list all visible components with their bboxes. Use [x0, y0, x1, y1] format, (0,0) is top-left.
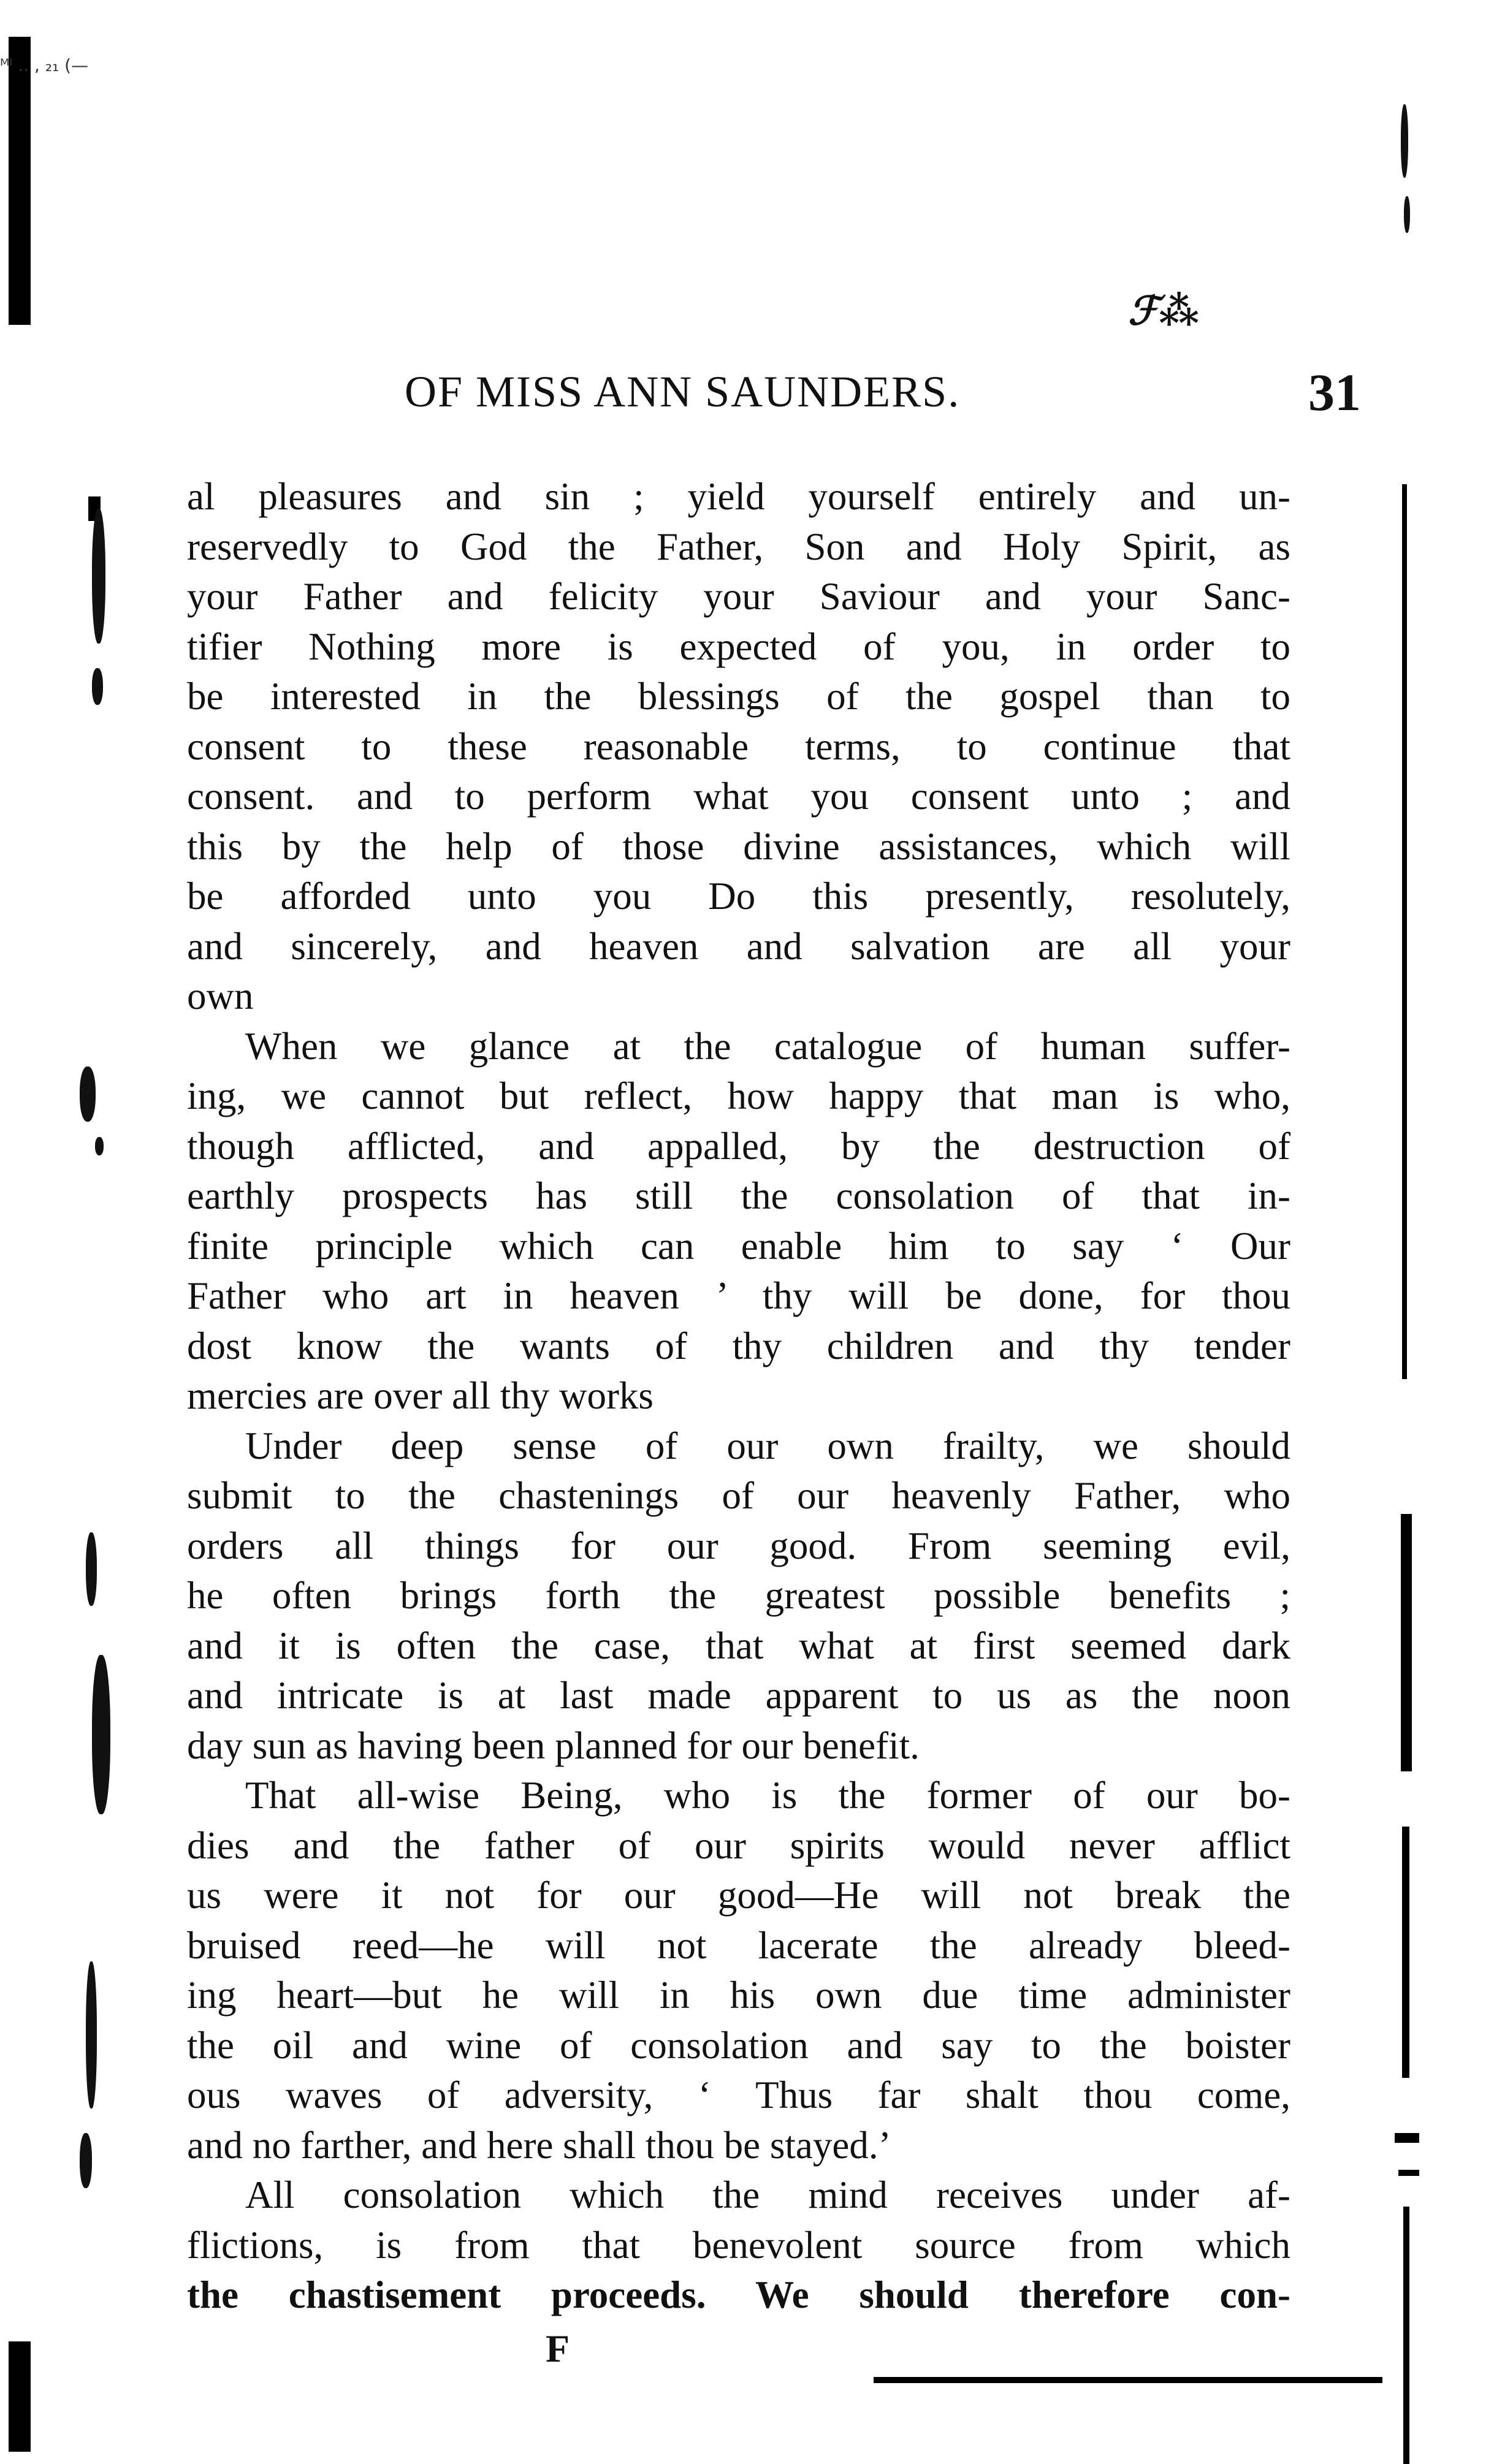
text-line: earthly prospects has still the consolation of that in-: [187, 1174, 1290, 1217]
text-line: us were it not for our good—He will not break the: [187, 1874, 1290, 1917]
page-header: [405, 363, 1361, 434]
text-line: own: [187, 975, 254, 1017]
text-line: flictions, is from that benevolent source from which: [187, 2223, 1290, 2267]
text-line: and no farther, and here shall thou be stayed.’: [187, 2123, 891, 2167]
text-line: and it is often the case, that what at first seemed dark: [187, 1624, 1290, 1667]
text-line: bruised reed—he will not lacerate the already bleed-: [187, 1923, 1290, 1967]
text-line: this by the help of those divine assistances, which will: [187, 824, 1290, 868]
text-line: al pleasures and sin ; yield yourself entirely and un-: [187, 475, 1290, 518]
text-line: tifier Nothing more is expected of you, in order to: [187, 625, 1290, 668]
right-page-edge: [1389, 86, 1431, 2415]
text-line: consent. and to perform what you consent unto ; and: [187, 775, 1290, 818]
text-line: though afflicted, and appalled, by the destruction of: [187, 1124, 1290, 1168]
text-line: submit to the chastenings of our heavenly Father, who: [187, 1474, 1290, 1517]
bottom-edge-rule: [874, 2377, 1382, 2383]
text-line: day sun as having been planned for our benefit.: [187, 1724, 920, 1767]
text-line: ing, we cannot but reflect, how happy that man is who,: [187, 1074, 1290, 1117]
signature-mark: F: [546, 2327, 570, 2370]
text-line: and sincerely, and heaven and salvation are all your: [187, 924, 1290, 968]
text-line: Father who art in heaven ’ thy will be done, for thou: [187, 1274, 1290, 1317]
printer-ornament-mark: ℱ⁂: [1128, 288, 1199, 334]
body-text: [187, 472, 1290, 2321]
text-line: orders all things for our good. From seeming evil,: [187, 1524, 1290, 1567]
text-line: the oil and wine of consolation and say to the boister: [187, 2023, 1290, 2067]
text-line: Under deep sense of our own frailty, we should: [245, 1424, 1290, 1467]
text-line: That all-wise Being, who is the former of our bo-: [245, 1774, 1290, 1817]
text-line: All consolation which the mind receives under af-: [245, 2173, 1290, 2216]
text-line: dost know the wants of thy children and thy tender: [187, 1324, 1290, 1367]
text-line: and intricate is at last made apparent to us as the noon: [187, 1674, 1290, 1717]
text-line: ing heart—but he will in his own due time administer: [187, 1974, 1290, 2017]
running-head: OF MISS ANN SAUNDERS.: [405, 367, 961, 416]
text-line: finite principle which can enable him to say ‘ Our: [187, 1224, 1290, 1268]
text-line: reservedly to God the Father, Son and Holy Spirit, as: [187, 525, 1290, 568]
left-binding-edge: [9, 37, 31, 2415]
text-line: mercies are over all thy works: [187, 1374, 654, 1417]
text-line: be afforded unto you Do this presently, resolutely,: [187, 875, 1290, 918]
text-line: your Father and felicity your Saviour and your Sanc-: [187, 575, 1290, 618]
top-stray-marks: ᴹᴵ .. , ₂₁ (—: [0, 55, 89, 75]
text-line: consent to these reasonable terms, to continue that: [187, 724, 1290, 768]
text-line: dies and the father of our spirits would never afflict: [187, 1823, 1290, 1867]
text-line: he often brings forth the greatest possible benefits ;: [187, 1574, 1290, 1617]
text-line: When we glance at the catalogue of human suffer-: [245, 1024, 1290, 1068]
text-line: the chastisement proceeds. We should therefore con-: [187, 2273, 1290, 2316]
page-number: 31: [1308, 363, 1361, 422]
text-line: ous waves of adversity, ‘ Thus far shalt thou come,: [187, 2074, 1290, 2116]
text-line: be interested in the blessings of the gospel than to: [187, 675, 1290, 718]
